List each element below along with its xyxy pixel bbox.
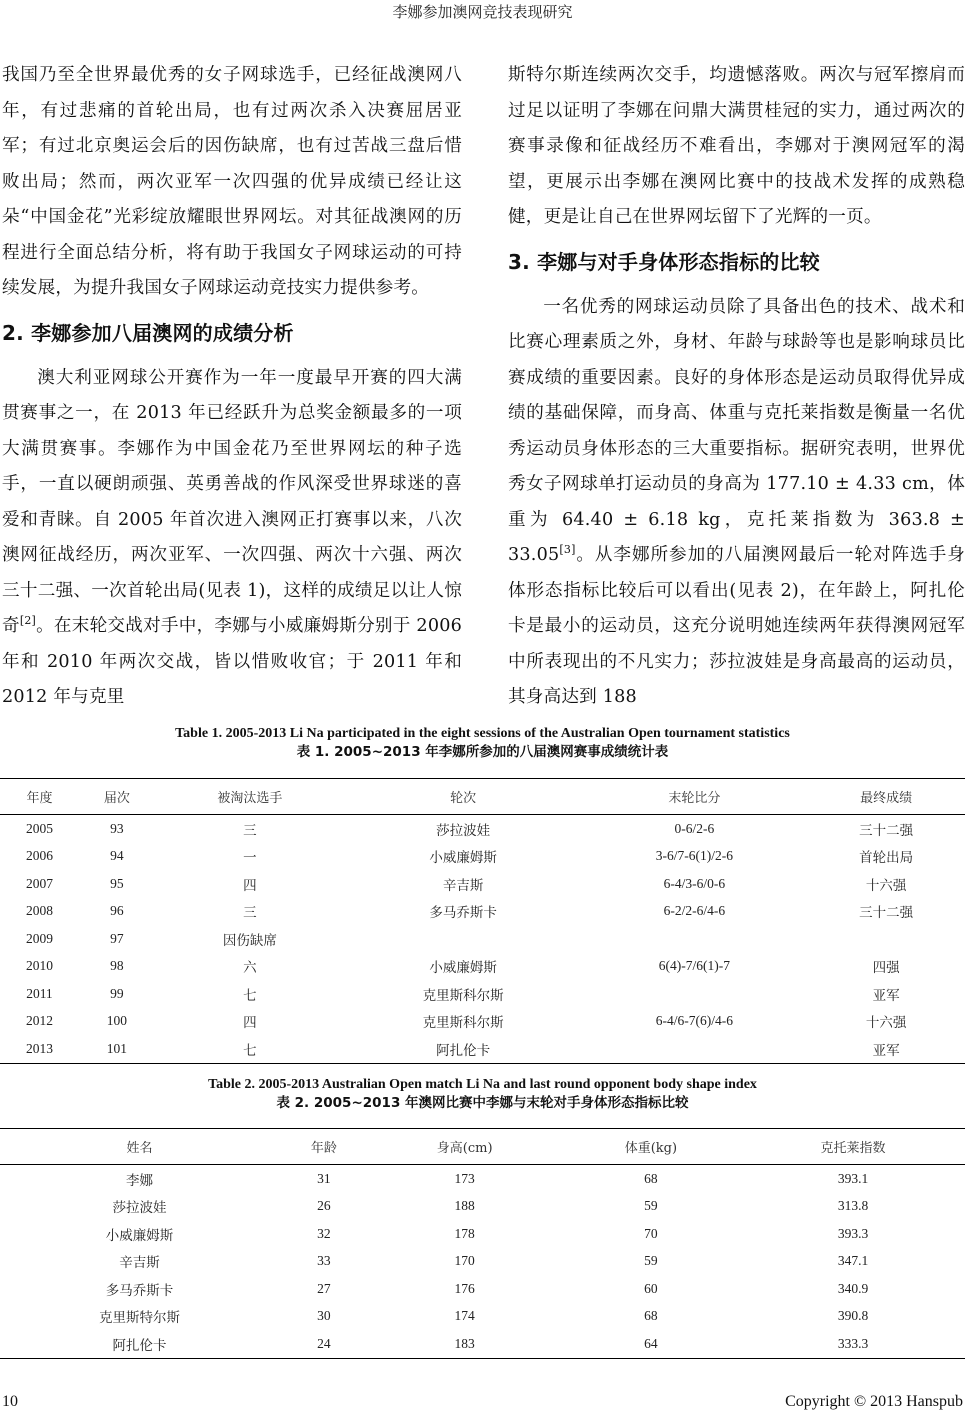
- table-2-cell: 313.8: [837, 1198, 869, 1214]
- table-2-cell: 188: [454, 1198, 475, 1214]
- table-1-cell: 七: [155, 1035, 345, 1063]
- table-1-cell: 六: [243, 960, 257, 976]
- table-1-cell: 95: [110, 875, 124, 891]
- table-1-cell: 三十二强: [859, 822, 914, 838]
- section-2-text-a: 澳大利亚网球公开赛作为一年一度最早开赛的四大满贯赛事之一，在 2013 年已经跃升为总奖金额最多的一项大满贯赛事。李娜作为中国金花乃至世界网坛的种子选手，一直以硬朗顽强、英勇善战的作风深受世界球迷的喜爱和青睐。自 2005 年首次进入澳网正打赛事以来，八次澳网征战经历，两次亚军、一次四强、两次十六强、两次三十二强、一次首轮出局(见表 1)，这样的成绩足以让人惊奇: [2, 367, 462, 636]
- table-1-cell: 三十二强: [859, 905, 914, 921]
- table-1-cell: 四: [243, 877, 257, 893]
- table-1-cell: 2013: [0, 1035, 79, 1063]
- table-2-row: [0, 1220, 965, 1248]
- table-1-cell: [807, 925, 965, 953]
- table-1-caption-cn: 表 1. 2005~2013 年李娜所参加的八届澳网赛事成绩统计表: [296, 744, 669, 760]
- table-1-cell: 小威廉姆斯: [429, 960, 497, 976]
- table-1-cell: 2009: [25, 930, 53, 946]
- table-2-cell: 莎拉波娃: [112, 1200, 167, 1216]
- table-1-cell: 2008: [25, 903, 53, 919]
- table-1-cell: 3-6/7-6(1)/2-6: [655, 848, 733, 864]
- table-2-cell: 多马乔斯卡: [105, 1282, 174, 1298]
- table-2-cell: 32: [317, 1225, 331, 1241]
- table-1-cell: 莎拉波娃: [436, 822, 491, 838]
- table-1-row: [0, 843, 965, 871]
- table-1-cell: 三: [243, 822, 257, 838]
- table-2-row: [0, 1193, 965, 1221]
- section-2-paragraph: [2, 361, 462, 716]
- table-2-cell: 176: [454, 1280, 475, 1296]
- table-1-cell: 2005: [25, 820, 53, 836]
- table-2-cell: 59: [644, 1198, 658, 1214]
- table-2-header-cell: 体重(kg): [561, 1129, 741, 1165]
- table-1-cell: 亚军: [872, 987, 900, 1003]
- table-1-header-cell: 末轮比分: [582, 779, 808, 815]
- table-1-cell: 一: [243, 850, 257, 866]
- table-1-cell: [582, 1035, 808, 1063]
- table-1-row: [0, 1008, 965, 1036]
- table-2-cell: 阿扎伦卡: [0, 1330, 279, 1358]
- table-1-cell: [582, 980, 808, 1008]
- table-2-cell: 克里斯特尔斯: [99, 1310, 180, 1326]
- table-1-cell: [582, 925, 808, 953]
- table-2-cell: 333.3: [741, 1330, 965, 1358]
- table-2-cell: 59: [644, 1253, 658, 1269]
- table-2-cell: 27: [317, 1280, 331, 1296]
- table-1-cell: 2011: [26, 985, 53, 1001]
- table-2-cell: 173: [454, 1170, 475, 1186]
- table-2-cell: 小威廉姆斯: [105, 1227, 174, 1243]
- table-2-cell: 30: [317, 1308, 331, 1324]
- table-1-cell: 2006: [25, 848, 53, 864]
- table-1-cell: 亚军: [807, 1035, 965, 1063]
- table-2-cell: 33: [317, 1253, 331, 1269]
- table-1-cell: 小威廉姆斯: [429, 850, 497, 866]
- table-1-cell: 十六强: [865, 1015, 907, 1031]
- table-2-row: [0, 1248, 965, 1276]
- table-1-row: [0, 815, 965, 843]
- table-1-cell: 七: [243, 987, 257, 1003]
- table-1: [0, 778, 965, 1064]
- table-1-row: [0, 953, 965, 981]
- table-2-cell: 李娜: [126, 1172, 153, 1188]
- table-1-cell: 2012: [25, 1013, 53, 1029]
- table-2: [0, 1128, 965, 1359]
- table-1-header-row: [0, 779, 965, 815]
- table-2-row: [0, 1330, 965, 1358]
- table-1-cell: 0-6/2-6: [674, 820, 715, 836]
- table-2-cell: 辛吉斯: [119, 1255, 160, 1271]
- table-1-row: [0, 980, 965, 1008]
- table-2-cell: 170: [454, 1253, 475, 1269]
- table-1-cell: 首轮出局: [859, 850, 914, 866]
- section-3-paragraph: [508, 290, 965, 716]
- table-2-cell: 64: [561, 1330, 741, 1358]
- table-2-cell: 390.8: [837, 1308, 869, 1324]
- table-1-cell: 克里斯科尔斯: [422, 987, 504, 1003]
- table-2-cell: 347.1: [837, 1253, 869, 1269]
- table-1-header-cell: 最终成绩: [807, 779, 965, 815]
- section-2-title: 2. 李娜参加八届澳网的成绩分析: [2, 320, 294, 345]
- table-1-header-cell: 届次: [79, 779, 155, 815]
- table-2-cell: 31: [317, 1170, 331, 1186]
- table-1-cell: 6(4)-7/6(1)-7: [658, 958, 730, 974]
- table-1-cell: 100: [106, 1013, 128, 1029]
- table-1-row: [0, 898, 965, 926]
- table-1-cell: 四: [243, 1015, 257, 1031]
- table-2-row: [0, 1275, 965, 1303]
- table-1-cell: 99: [110, 985, 124, 1001]
- table-1-cell: 四强: [872, 960, 900, 976]
- table-1-cell: 96: [110, 903, 124, 919]
- table-2-cell: 68: [644, 1170, 658, 1186]
- table-2-cell: 393.3: [837, 1225, 869, 1241]
- intro-paragraph: 我国乃至全世界最优秀的女子网球选手，已经征战澳网八年，有过悲痛的首轮出局，也有过两次杀入决赛屈居亚军；有过北京奥运会后的因伤缺席，也有过苦战三盘后惜败出局；然而，两次亚军一次四强的优异成绩已经让这朵“中国金花”光彩绽放耀眼世界网坛。对其征战澳网的历程进行全面总结分析，将有助于我国女子网球运动的可持续发展，为提升我国女子网球运动竞技实力提供参考。: [2, 65, 462, 298]
- table-2-cell: 393.1: [837, 1170, 869, 1186]
- table-2-header-cell: 姓名: [0, 1129, 279, 1165]
- table-1-row: [0, 870, 965, 898]
- table-2-cell: 174: [454, 1308, 475, 1324]
- table-1-cell: 97: [110, 930, 124, 946]
- table-2-cell: 178: [454, 1225, 475, 1241]
- table-1-cell: 阿扎伦卡: [345, 1035, 582, 1063]
- running-head: 李娜参加澳网竞技表现研究: [392, 3, 573, 21]
- table-1-cell: 101: [79, 1035, 155, 1063]
- table-1-cell: 十六强: [865, 877, 907, 893]
- section-2-text-b: 。在末轮交战对手中，李娜与小威廉姆斯分别于 2006 年和 2010 年两次交战，皆以惜败收官；于 2011 年和 2012 年与克里: [2, 616, 462, 707]
- table-1-header-cell: 轮次: [345, 779, 582, 815]
- left-column: [2, 58, 462, 716]
- citation-3[interactable]: [3]: [559, 543, 576, 556]
- table-2-header-cell: 身高(cm): [369, 1129, 561, 1165]
- table-2-caption: [0, 1075, 965, 1113]
- table-1-cell: 93: [110, 820, 124, 836]
- table-1-cell: 6-4/6-7(6)/4-6: [655, 1013, 733, 1029]
- table-2-cell: 70: [644, 1225, 658, 1241]
- table-1-caption-en: Table 1. 2005-2013 Li Na participated in the eight sessions of the Australian Open tournament statistics: [175, 726, 790, 741]
- table-1-cell: 因伤缺席: [222, 932, 277, 948]
- copyright: Copyright © 2013 Hanspub: [785, 1393, 963, 1410]
- citation-2[interactable]: [2]: [19, 614, 37, 627]
- section-3-title: 3. 李娜与对手身体形态指标的比较: [508, 249, 820, 274]
- table-1-row: [0, 925, 965, 953]
- table-1-cell: 克里斯科尔斯: [422, 1015, 504, 1031]
- table-1-cell: 94: [110, 848, 124, 864]
- table-2-header-cell: 年龄: [279, 1129, 369, 1165]
- table-1-cell: 多马乔斯卡: [429, 905, 497, 921]
- table-2-cell: 68: [644, 1308, 658, 1324]
- table-2-header-cell: 克托莱指数: [741, 1129, 965, 1165]
- table-1-cell: 三: [243, 905, 257, 921]
- table-1-cell: 2007: [25, 875, 53, 891]
- right-column: [508, 58, 965, 716]
- table-1-cell: 6-2/2-6/4-6: [663, 903, 726, 919]
- table-1-header-cell: 被淘汰选手: [155, 779, 345, 815]
- table-2-row: [0, 1303, 965, 1331]
- table-2-caption-cn: 表 2. 2005~2013 年澳网比赛中李娜与末轮对手身体形态指标比较: [276, 1095, 689, 1111]
- section-3-text-a: 一名优秀的网球运动员除了具备出色的技术、战术和比赛心理素质之外，身材、年龄与球龄等也是影响球员比赛成绩的重要因素。良好的身体形态是运动员取得优异成绩的基础保障，而身高、体重与克托莱指数是衡量一名优秀运动员身体形态的三大重要指标。据研究表明，世界优秀女子网球单打运动员的身高为 177.10 ± 4.33 cm，体重为 64.40 ± 6.18 kg，克托莱指数为 363.8 ± 33.05: [508, 296, 965, 565]
- table-1-cell: 辛吉斯: [442, 877, 484, 893]
- continued-paragraph: 斯特尔斯连续两次交手，均遗憾落败。两次与冠军擦肩而过足以证明了李娜在问鼎大满贯桂冠的实力，通过两次的赛事录像和征战经历不难看出，李娜对于澳网冠军的渴望，更展示出李娜在澳网比赛中的技战术发挥的成熟稳健，更是让自己在世界网坛留下了光辉的一页。: [508, 65, 965, 227]
- table-1-cell: 6-4/3-6/0-6: [663, 875, 726, 891]
- table-1-cell: 98: [110, 958, 124, 974]
- section-3-text-b: 。从李娜所参加的八届澳网最后一轮对阵选手身体形态指标比较后可以看出(见表 2)，在年龄上，阿扎伦卡是最小的运动员，这充分说明她连续两年获得澳网冠军中所表现出的不凡实力；莎拉波娃是身高最高的运动员，其身高达到 188: [508, 545, 965, 707]
- table-1-caption: [0, 724, 965, 762]
- page-number: 10: [2, 1393, 18, 1410]
- table-1-cell: [345, 925, 582, 953]
- table-1-header-cell: 年度: [0, 779, 79, 815]
- table-2-cell: 60: [644, 1280, 658, 1296]
- table-2-caption-en: Table 2. 2005-2013 Australian Open match Li Na and last round opponent body shape index: [208, 1077, 757, 1092]
- table-2-cell: 340.9: [837, 1280, 869, 1296]
- table-2-cell: 183: [369, 1330, 561, 1358]
- table-2-cell: 26: [317, 1198, 331, 1214]
- table-1-row: [0, 1035, 965, 1063]
- table-2-cell: 24: [279, 1330, 369, 1358]
- table-2-row: [0, 1165, 965, 1193]
- table-1-cell: 2010: [25, 958, 53, 974]
- table-2-header-row: [0, 1129, 965, 1165]
